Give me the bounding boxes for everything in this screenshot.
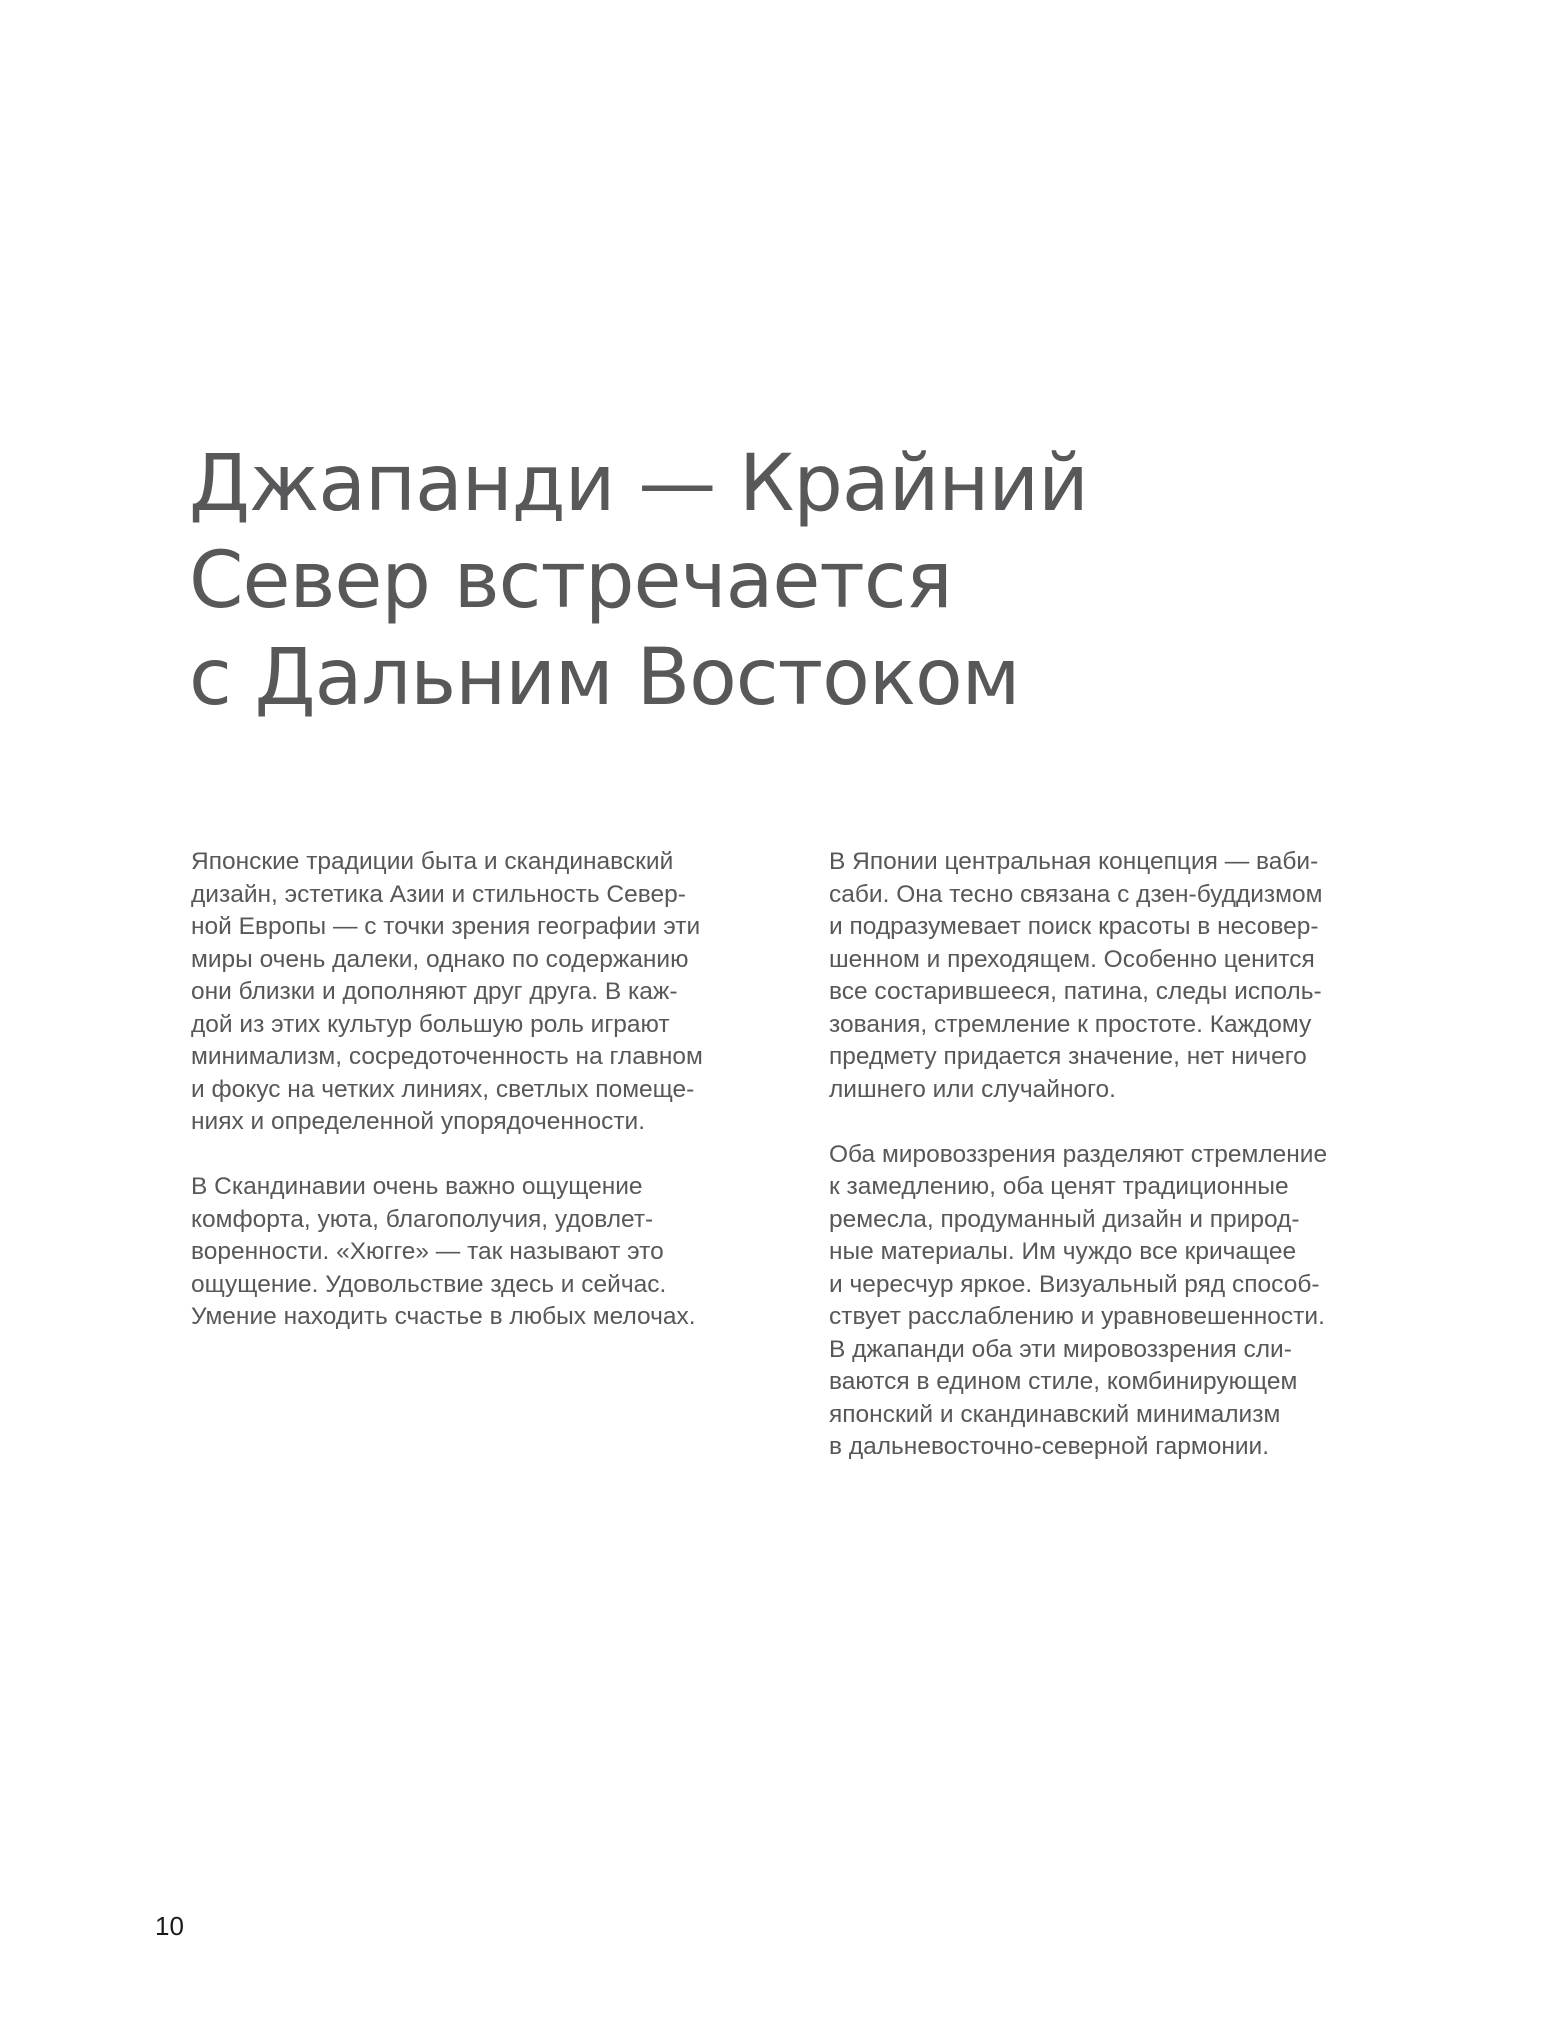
text-line: и фокус на четких линиях, светлых помеще- [191, 1075, 695, 1103]
text-line: лишнего или случайного. [829, 1075, 1116, 1103]
text-line: Японские традиции быта и скандинавский [191, 848, 674, 875]
text-line: они близки и дополняют друг друга. В каж- [191, 978, 678, 1005]
text-line: ные материалы. Им чуждо все кричащее [829, 1238, 1297, 1265]
text-line: ремесла, продуманный дизайн и природ- [829, 1205, 1300, 1233]
text-line: В Скандинавии очень важно ощущение [191, 1173, 643, 1200]
text-line: дой из этих культур большую роль играют [191, 1010, 670, 1038]
text-line: и чересчур яркое. Визуальный ряд способ- [829, 1270, 1320, 1298]
text-column-right [829, 846, 1449, 1464]
text-line: В Японии центральная концепция — ваби- [829, 848, 1319, 875]
text-line: Оба мировоззрения разделяют стремление [829, 1140, 1328, 1168]
text-line: ваются в едином стиле, комбинирующем [829, 1368, 1298, 1395]
text-line: воренности. «Хюгге» — так называют это [191, 1238, 664, 1265]
chapter-title-line: с Дальним Востоком [189, 633, 1020, 723]
text-line: предмету придается значение, нет ничего [829, 1043, 1307, 1070]
text-line: саби. Она тесно связана с дзен-буддизмом [829, 880, 1323, 908]
text-column-left [191, 846, 811, 1334]
text-line: зования, стремление к простоте. Каждому [829, 1010, 1312, 1038]
text-line: шенном и преходящем. Особенно ценится [829, 945, 1315, 973]
paragraph-hygge [191, 1171, 811, 1334]
text-line: комфорта, уюта, благополучия, удовлет- [191, 1205, 654, 1233]
text-line: ствует расслаблению и уравновешенности. [829, 1303, 1325, 1330]
text-line: все состарившееся, патина, следы исполь- [829, 978, 1322, 1005]
paragraph-japandi-harmony [829, 1139, 1449, 1464]
text-line: японский и скандинавский минимализм [829, 1400, 1281, 1428]
text-line: ной Европы — с точки зрения географии эти [191, 913, 701, 940]
text-line: минимализм, сосредоточенность на главном [191, 1043, 703, 1070]
text-line: Умение находить счастье в любых мелочах. [191, 1303, 696, 1330]
page-number: 10 [155, 1911, 184, 1941]
chapter-title [189, 436, 1389, 727]
text-line: дизайн, эстетика Азии и стильность Север- [191, 880, 686, 908]
chapter-title-line: Джапанди — Крайний [189, 439, 1088, 529]
text-line: ниях и определенной упорядоченности. [191, 1108, 646, 1135]
text-line: и подразумевает поиск красоты в несовер- [829, 913, 1319, 940]
paragraph-japan-scandinavia [191, 846, 811, 1139]
text-line: миры очень далеки, однако по содержанию [191, 945, 689, 973]
paragraph-wabi-sabi [829, 846, 1449, 1106]
text-line: В джапанди оба эти мировоззрения сли- [829, 1335, 1292, 1363]
text-line: в дальневосточно-северной гармонии. [829, 1433, 1270, 1460]
text-line: к замедлению, оба ценят традиционные [829, 1173, 1289, 1200]
chapter-title-line: Север встречается [189, 536, 952, 626]
text-line: ощущение. Удовольствие здесь и сейчас. [191, 1270, 667, 1298]
